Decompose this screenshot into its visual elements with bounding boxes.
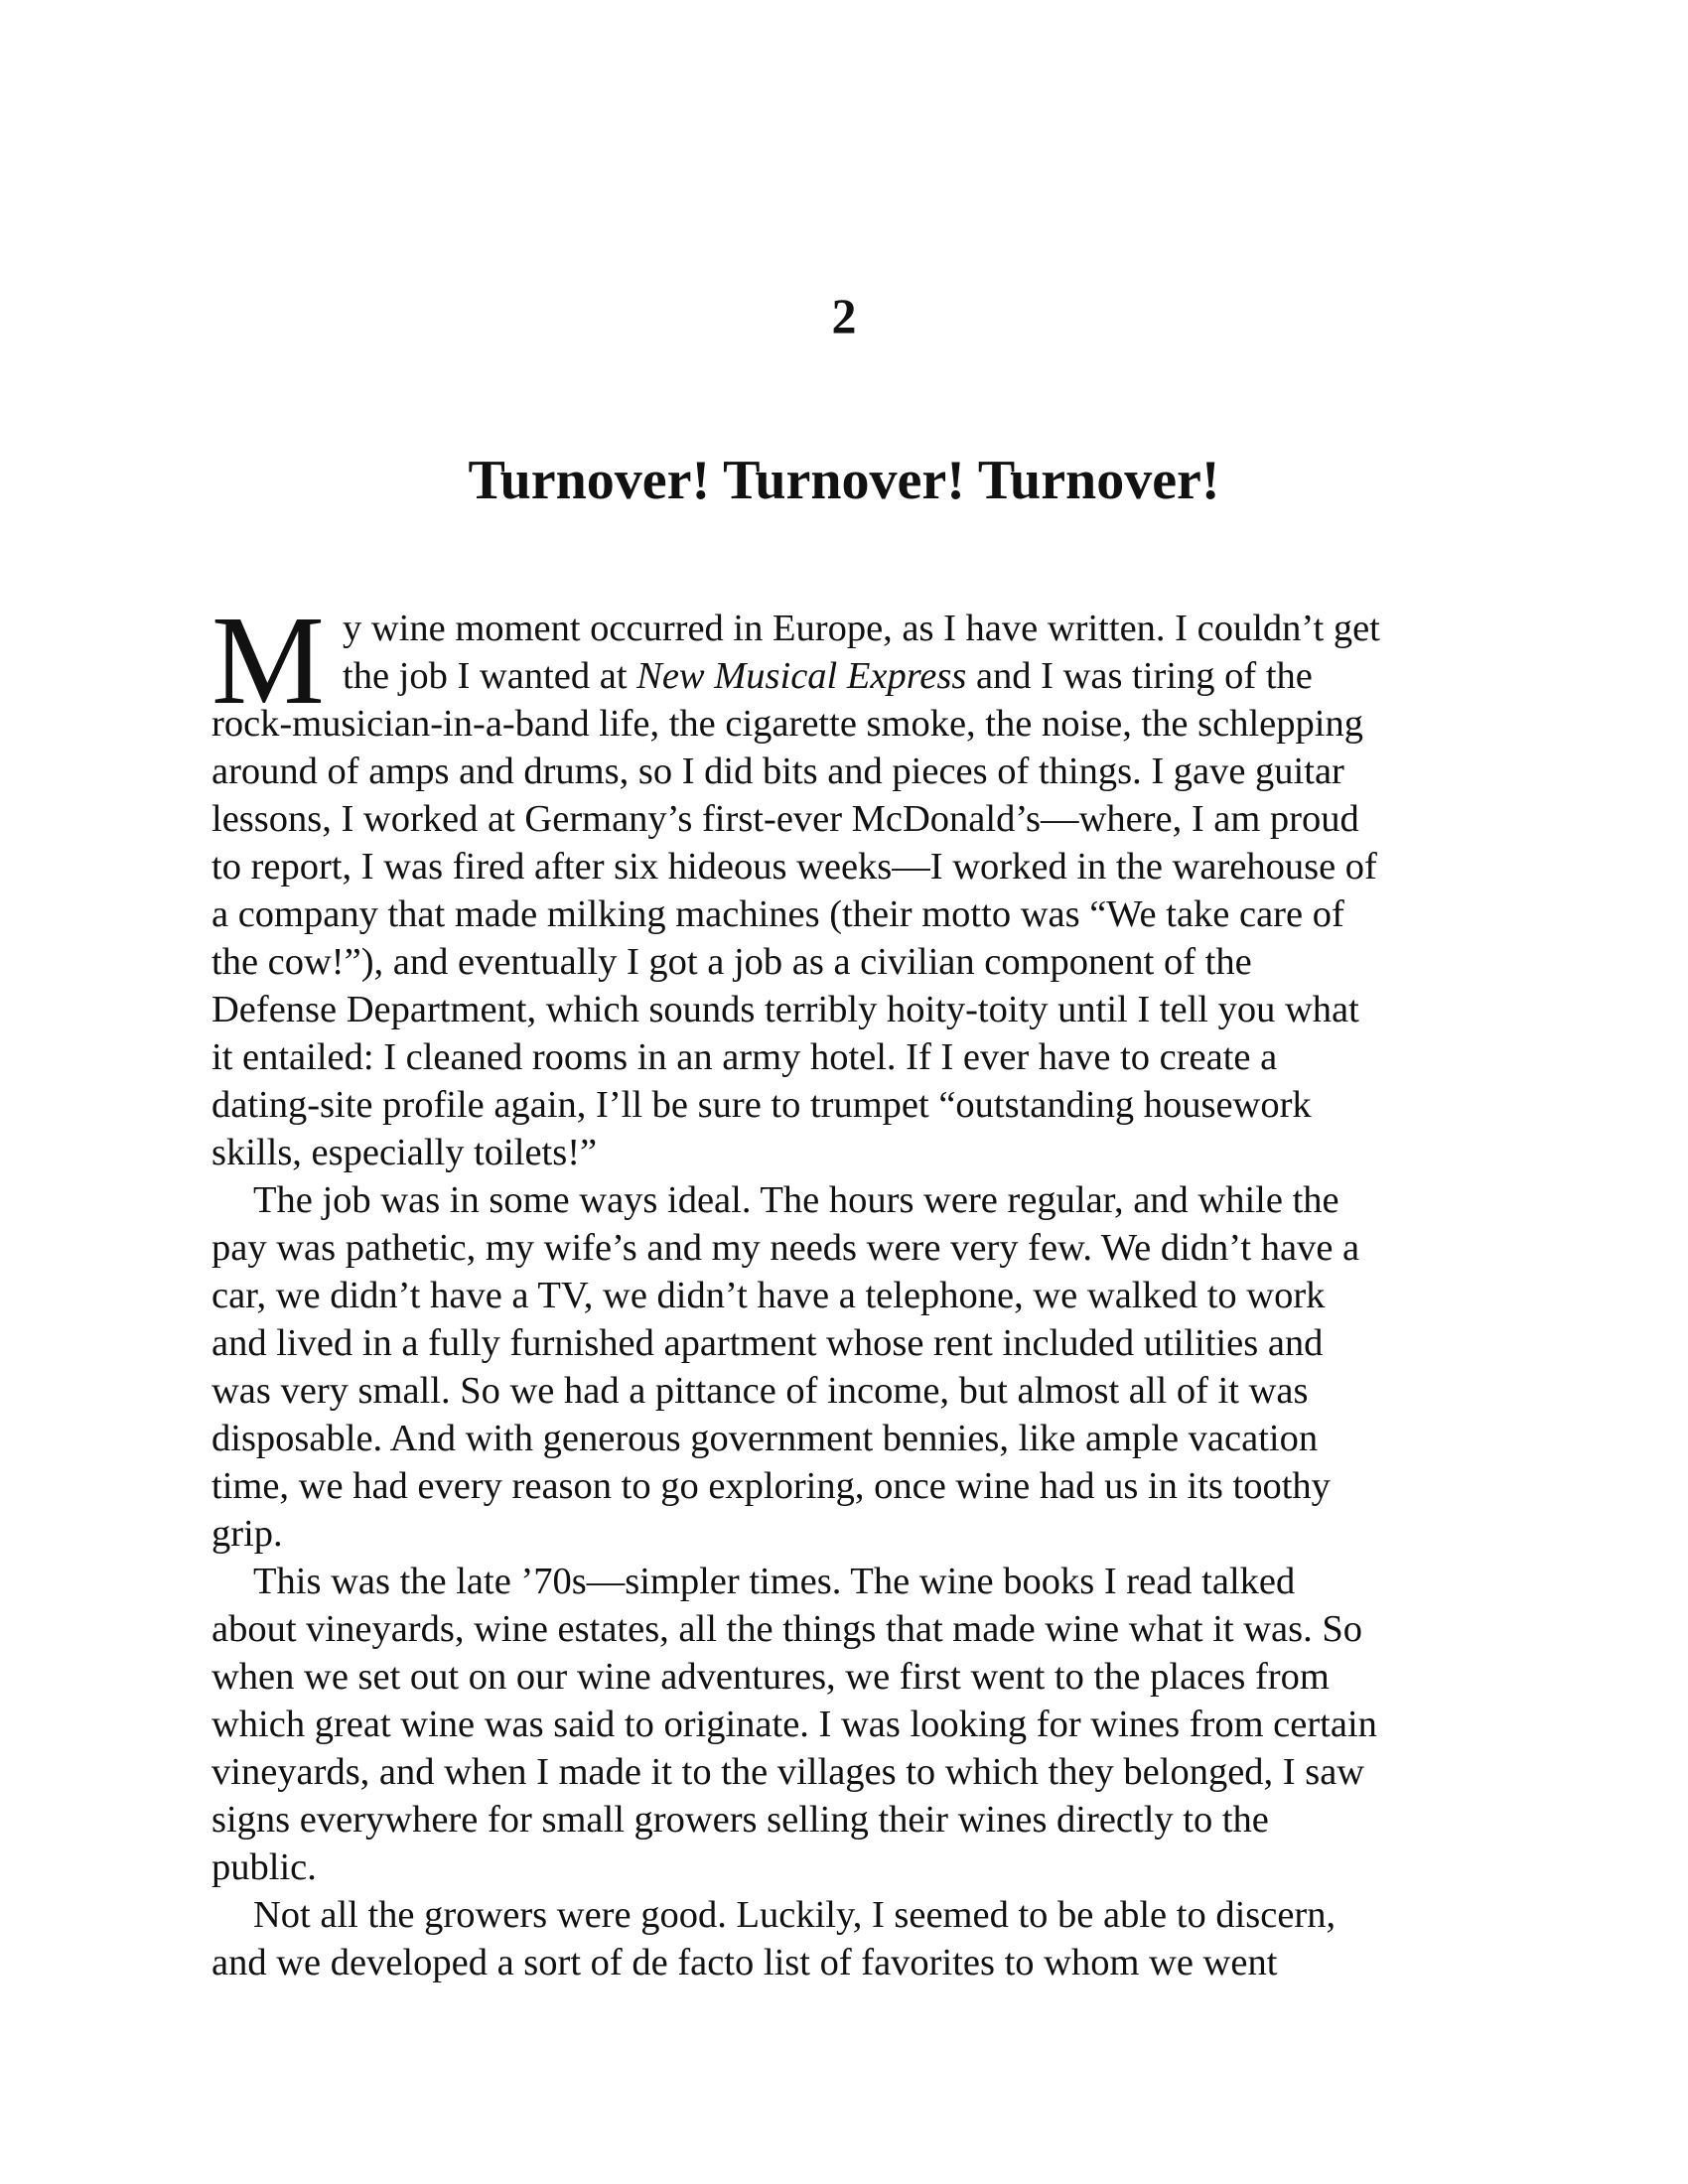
text-line: rock-musician-in-a-band life, the cigarette smoke, the noise, the schlepping bbox=[211, 703, 1363, 745]
text-line: public. bbox=[211, 1846, 317, 1888]
text-line: which great wine was said to originate. I was looking for wines from certain bbox=[211, 1704, 1377, 1745]
text-line: grip. bbox=[211, 1513, 283, 1555]
text-segment: the job I wanted at bbox=[343, 655, 637, 697]
text-line: was very small. So we had a pittance of income, but almost all of it was bbox=[211, 1370, 1309, 1412]
text-line: The job was in some ways ideal. The hours were regular, and while the bbox=[253, 1179, 1339, 1221]
text-line: Defense Department, which sounds terribly hoity-toity until I tell you what bbox=[211, 989, 1359, 1030]
text-line: y wine moment occurred in Europe, as I have written. I couldn’t get bbox=[343, 608, 1380, 649]
text-line: Not all the growers were good. Luckily, I seemed to be able to discern, bbox=[253, 1894, 1336, 1936]
text-line: disposable. And with generous government bennies, like ample vacation bbox=[211, 1418, 1319, 1459]
text-line: car, we didn’t have a TV, we didn’t have a telephone, we walked to work bbox=[211, 1275, 1326, 1316]
text-line: vineyards, and when I made it to the villages to which they belonged, I saw bbox=[211, 1751, 1365, 1793]
text-line: dating-site profile again, I’ll be sure to trumpet “outstanding housework bbox=[211, 1084, 1312, 1126]
text-line: when we set out on our wine adventures, we first went to the places from bbox=[211, 1656, 1330, 1698]
text-line: to report, I was fired after six hideous weeks—I worked in the warehouse of bbox=[211, 846, 1377, 887]
text-line: and we developed a sort of de facto list of favorites to whom we went bbox=[211, 1942, 1278, 1983]
text-line: around of amps and drums, so I did bits and pieces of things. I gave guitar bbox=[211, 751, 1344, 792]
text-line: lessons, I worked at Germany’s first-ever McDonald’s—where, I am proud bbox=[211, 798, 1359, 840]
text-line: the cow!”), and eventually I got a job as a civilian component of the bbox=[211, 941, 1252, 983]
text-line: pay was pathetic, my wife’s and my needs were very few. We didn’t have a bbox=[211, 1227, 1360, 1269]
body-text bbox=[211, 590, 1492, 1986]
text-line bbox=[211, 652, 1492, 700]
text-line: a company that made milking machines (their motto was “We take care of bbox=[211, 893, 1344, 935]
chapter-number: 2 bbox=[831, 288, 857, 343]
text-line: time, we had every reason to go exploring, once wine had us in its toothy bbox=[211, 1465, 1331, 1507]
text-line: signs everywhere for small growers selling their wines directly to the bbox=[211, 1799, 1269, 1841]
chapter-title: Turnover! Turnover! Turnover! bbox=[468, 450, 1220, 511]
text-line: it entailed: I cleaned rooms in an army hotel. If I ever have to create a bbox=[211, 1036, 1278, 1078]
text-line: skills, especially toilets!” bbox=[211, 1132, 598, 1173]
text-line: This was the late ’70s—simpler times. The wine books I read talked bbox=[253, 1561, 1296, 1602]
text-segment: and I was tiring of the bbox=[966, 655, 1313, 697]
text-line: and lived in a fully furnished apartment whose rent included utilities and bbox=[211, 1322, 1324, 1364]
drop-cap: M bbox=[211, 590, 325, 731]
text-line: about vineyards, wine estates, all the things that made wine what it was. So bbox=[211, 1608, 1363, 1650]
magazine-title: New Musical Express bbox=[636, 655, 967, 697]
